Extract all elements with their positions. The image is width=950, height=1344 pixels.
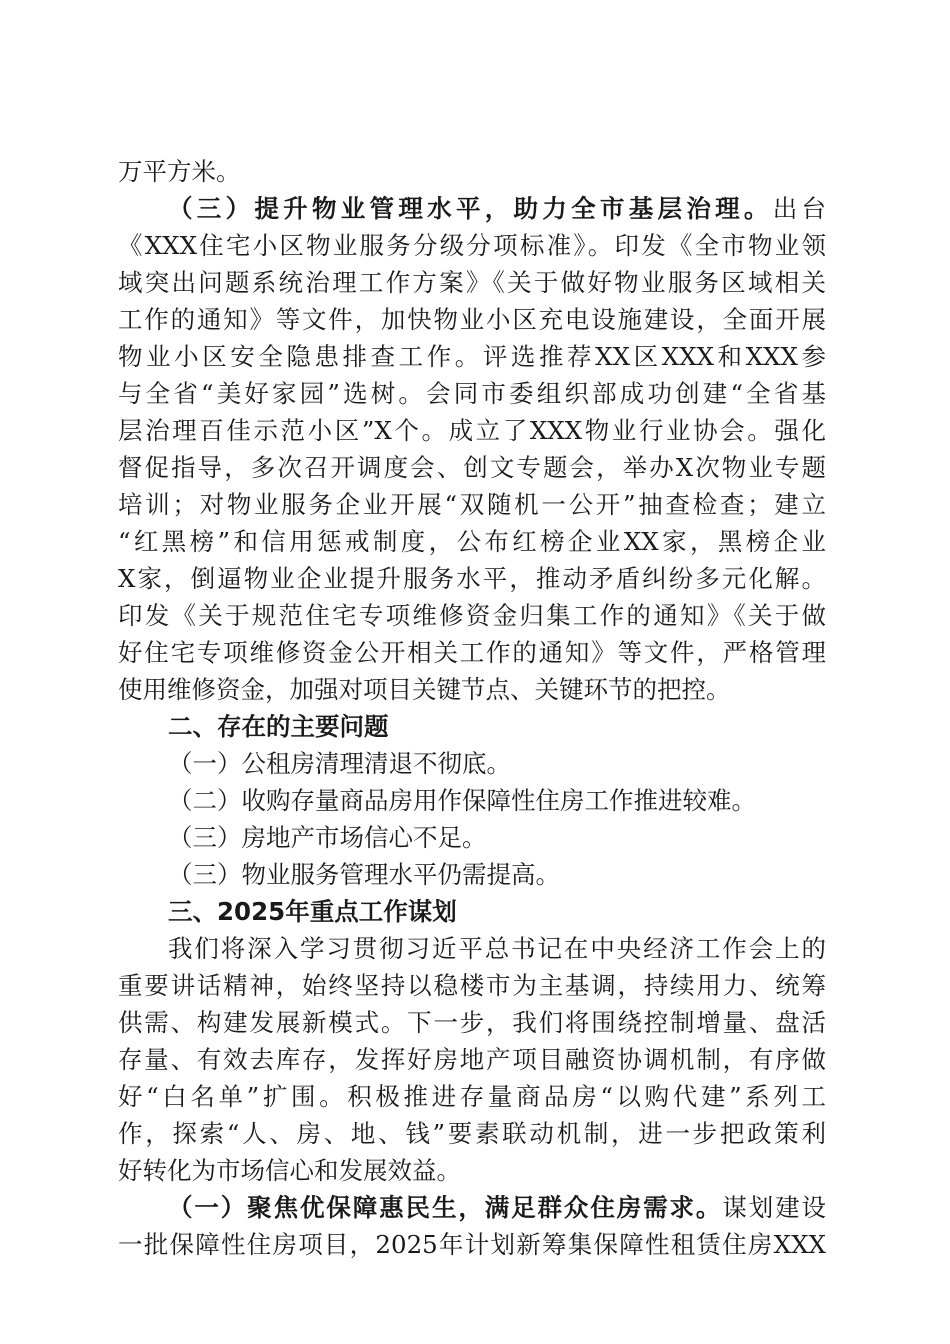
paragraph-line: 万平方米。 [118,157,241,186]
paragraph-line: 谋划建设 [722,1193,826,1222]
paragraph-line: 好转化为市场信心和发展效益。 [118,1156,461,1185]
paragraph-line: 培训；对物业服务企业开展“双随机一公开”抽查检查；建立 [118,490,826,519]
paragraph-line: “红黑榜”和信用惩戒制度，公布红榜企业XX家，黑榜企业 [118,527,826,556]
section-three-line [168,190,826,227]
paragraph-line: 印发《关于规范住宅专项维修资金归集工作的通知》《关于做 [118,601,826,630]
paragraph-line: 层治理百佳示范小区”X个。成立了XXX物业行业协会。强化 [118,416,826,445]
paragraph-line: 使用维修资金，加强对项目关键节点、关键环节的把控。 [118,675,731,704]
paragraph-line: 《XXX住宅小区物业服务分级分项标准》。印发《全市物业领 [118,231,826,260]
paragraph-line: 好住宅专项维修资金公开相关工作的通知》等文件，严格管理 [118,638,826,667]
heading-2025-plan: 三、2025年重点工作谋划 [168,897,457,926]
paragraph-line: 督促指导，多次召开调度会、创文专题会，举办X次物业专题 [118,453,826,482]
section-three-title: （三）提升物业管理水平，助力全市基层治理。 [168,194,773,223]
paragraph-line: 一批保障性住房项目，2025年计划新筹集保障性租赁住房XXX [118,1230,826,1259]
paragraph-line: 重要讲话精神，始终坚持以稳楼市为主基调，持续用力、统筹 [118,971,826,1000]
paragraph-line: 域突出问题系统治理工作方案》《关于做好物业服务区域相关 [118,268,826,297]
paragraph-line: 我们将深入学习贯彻习近平总书记在中央经济工作会上的 [168,934,826,963]
list-item: （一）公租房清理清退不彻底。 [168,749,511,778]
paragraph-line: 出台 [772,194,826,223]
sub-one-title: （一）聚焦优保障惠民生，满足群众住房需求。 [168,1193,723,1222]
paragraph-line: 好“白名单”扩围。积极推进存量商品房“以购代建”系列工 [118,1082,826,1111]
paragraph-line: 物业小区安全隐患排查工作。评选推荐XX区XXX和XXX参 [118,342,826,371]
paragraph-line: 存量、有效去库存，发挥好房地产项目融资协调机制，有序做 [118,1045,826,1074]
paragraph-line: 与全省“美好家园”选树。会同市委组织部成功创建“全省基 [118,379,826,408]
paragraph-line: 工作的通知》等文件，加快物业小区充电设施建设，全面开展 [118,305,826,334]
sub-one-line [168,1189,826,1226]
paragraph-line: 供需、构建发展新模式。下一步，我们将围绕控制增量、盘活 [118,1008,826,1037]
heading-main-problems: 二、存在的主要问题 [168,712,389,741]
paragraph-line: X家，倒逼物业企业提升服务水平，推动矛盾纠纷多元化解。 [118,564,826,593]
list-item: （三）物业服务管理水平仍需提高。 [168,860,560,889]
paragraph-line: 作，探索“人、房、地、钱”要素联动机制，进一步把政策利 [118,1119,826,1148]
list-item: （三）房地产市场信心不足。 [168,823,487,852]
list-item: （二）收购存量商品房用作保障性住房工作推进较难。 [168,786,756,815]
